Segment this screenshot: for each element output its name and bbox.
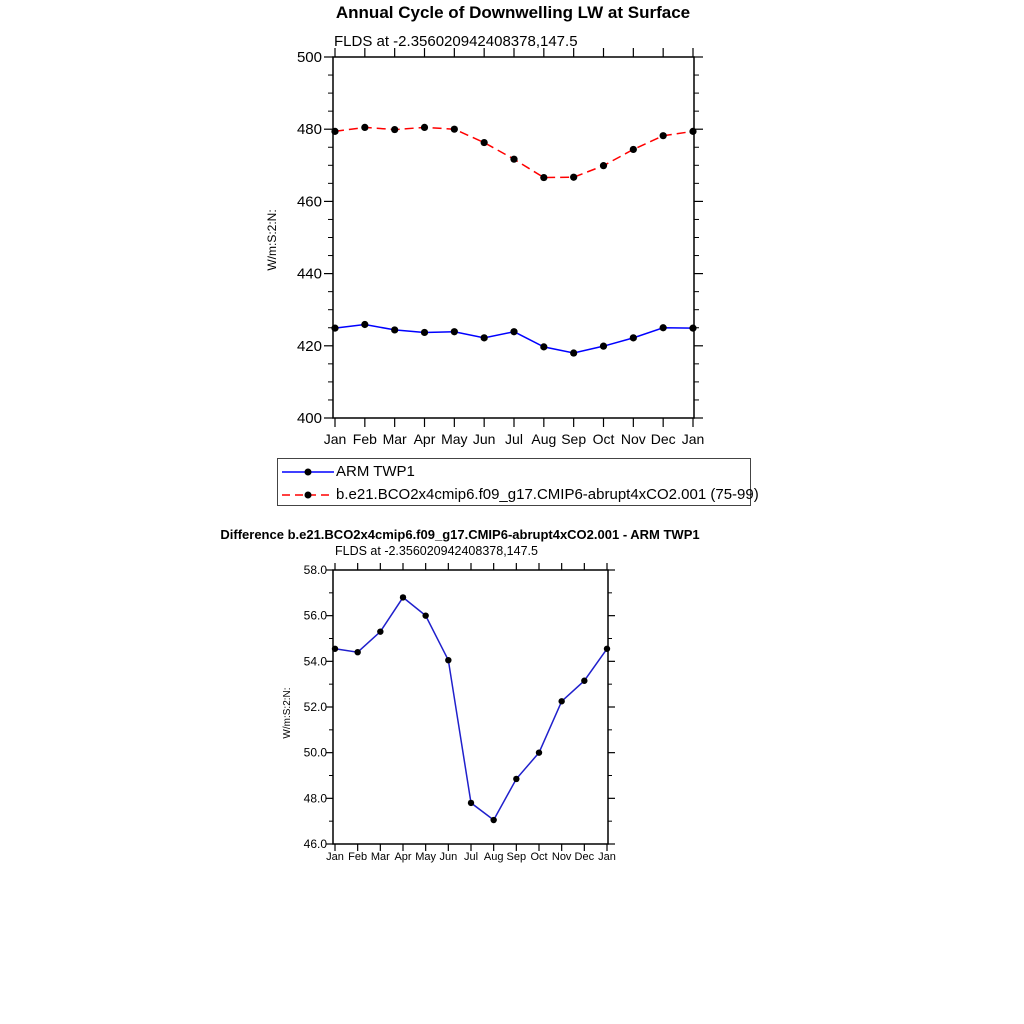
svg-text:May: May xyxy=(441,431,468,447)
legend-line-sample-blue xyxy=(282,466,334,478)
svg-text:54.0: 54.0 xyxy=(303,654,327,669)
svg-text:Sep: Sep xyxy=(561,431,587,447)
svg-text:48.0: 48.0 xyxy=(303,791,327,806)
chart2-y-axis-label: W/m:S:2:N: xyxy=(282,687,293,739)
svg-text:46.0: 46.0 xyxy=(303,837,327,851)
legend-item-arm-twp1 xyxy=(278,460,750,483)
svg-text:440: 440 xyxy=(296,265,322,283)
svg-text:Apr: Apr xyxy=(394,851,412,863)
svg-text:Jul: Jul xyxy=(505,431,523,447)
svg-text:500: 500 xyxy=(296,49,322,66)
svg-text:Dec: Dec xyxy=(574,851,595,863)
svg-text:Apr: Apr xyxy=(413,431,436,447)
legend-label: ARM TWP1 xyxy=(336,463,415,480)
svg-text:480: 480 xyxy=(296,121,322,139)
svg-text:Aug: Aug xyxy=(483,851,504,863)
svg-text:Jun: Jun xyxy=(439,851,458,863)
svg-text:Sep: Sep xyxy=(506,851,527,863)
svg-text:Feb: Feb xyxy=(352,431,377,447)
svg-text:Jun: Jun xyxy=(472,431,496,447)
legend-item-model-run xyxy=(278,483,759,506)
svg-text:Jan: Jan xyxy=(598,851,616,863)
svg-text:Mar: Mar xyxy=(370,851,390,863)
svg-text:Jan: Jan xyxy=(323,431,347,447)
chart1-legend xyxy=(277,458,759,506)
chart1-y-axis-label: W/m:S:2:N: xyxy=(265,209,279,271)
svg-text:52.0: 52.0 xyxy=(303,700,327,714)
svg-text:460: 460 xyxy=(296,193,322,211)
svg-text:58.0: 58.0 xyxy=(303,563,327,577)
svg-text:May: May xyxy=(415,851,437,863)
svg-text:Feb: Feb xyxy=(348,851,368,863)
svg-text:Jan: Jan xyxy=(326,851,344,863)
svg-text:Nov: Nov xyxy=(620,431,646,447)
svg-text:420: 420 xyxy=(296,337,322,355)
svg-text:Oct: Oct xyxy=(530,851,548,863)
svg-text:Dec: Dec xyxy=(650,431,676,447)
svg-text:Nov: Nov xyxy=(551,851,572,863)
chart2-subtitle: FLDS at -2.356020942408378,147.5 xyxy=(335,544,538,558)
chart1-title: Annual Cycle of Downwelling LW at Surface xyxy=(335,3,691,22)
svg-text:400: 400 xyxy=(296,410,322,427)
svg-text:56.0: 56.0 xyxy=(303,608,327,623)
svg-text:Oct: Oct xyxy=(592,431,615,447)
svg-text:Aug: Aug xyxy=(531,431,557,447)
svg-text:Mar: Mar xyxy=(382,431,407,447)
legend-line-sample-red xyxy=(282,489,334,501)
svg-text:Jul: Jul xyxy=(463,851,479,863)
chart2-title: Difference b.e21.BCO2x4cmip6.f09_g17.CMIP6-abrupt4xCO2.001 - ARM TWP1 xyxy=(220,527,700,542)
svg-text:Jan: Jan xyxy=(681,431,705,447)
svg-text:50.0: 50.0 xyxy=(303,745,327,760)
chart1-subtitle: FLDS at -2.356020942408378,147.5 xyxy=(334,33,578,50)
legend-label: b.e21.BCO2x4cmip6.f09_g17.CMIP6-abrupt4xCO2.001 (75-99) xyxy=(336,486,759,503)
